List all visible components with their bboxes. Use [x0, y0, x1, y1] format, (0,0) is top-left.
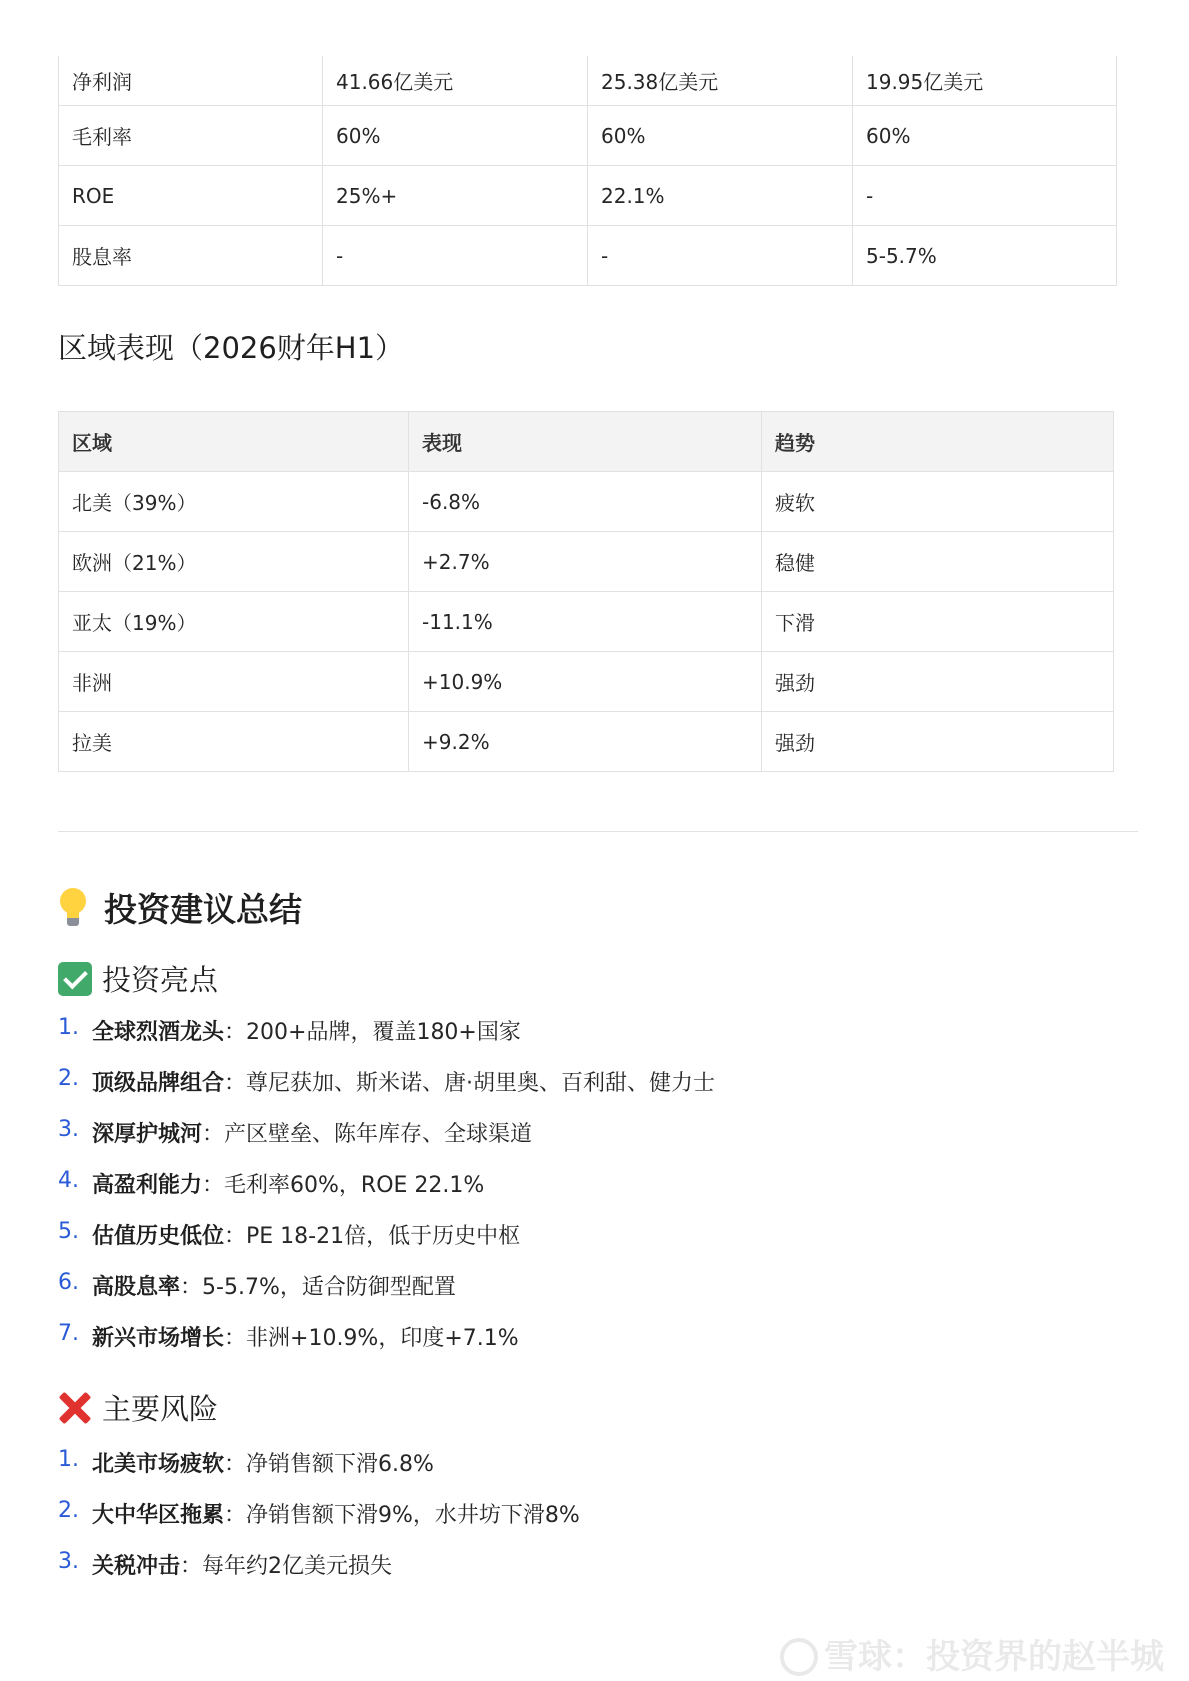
- list-item: [58, 1066, 1138, 1117]
- list-number: 2.: [58, 1498, 79, 1523]
- table-row: [59, 712, 1114, 772]
- list-item: [58, 1321, 1138, 1372]
- metric-value: -: [588, 226, 853, 286]
- performance-cell: -6.8%: [409, 472, 762, 532]
- column-header: 趋势: [762, 412, 1114, 472]
- list-term: 高股息率: [92, 1275, 181, 1300]
- financial-metrics-table: [58, 56, 1117, 286]
- list-term: 新兴市场增长: [92, 1326, 225, 1351]
- table-row: [59, 652, 1114, 712]
- list-text: ：净销售额下滑6.8%: [224, 1452, 434, 1477]
- trend-cell: 疲软: [762, 472, 1114, 532]
- list-term: 关税冲击: [92, 1554, 181, 1579]
- list-text: ：非洲+10.9%，印度+7.1%: [224, 1326, 519, 1351]
- list-item: [58, 1270, 1138, 1321]
- xueqiu-logo-icon: [778, 1634, 818, 1674]
- region-section-title: 区域表现（2026财年H1）: [58, 331, 405, 365]
- check-mark-icon: [58, 962, 92, 996]
- cross-mark-icon: [58, 1391, 92, 1425]
- metric-label: 毛利率: [59, 106, 323, 166]
- lightbulb-icon: [58, 888, 88, 928]
- metric-label: 股息率: [59, 226, 323, 286]
- list-number: 3.: [58, 1117, 79, 1142]
- table-row: [59, 472, 1114, 532]
- list-text: ：200+品牌，覆盖180+国家: [224, 1020, 521, 1045]
- performance-cell: -11.1%: [409, 592, 762, 652]
- list-term: 深厚护城河: [92, 1122, 203, 1147]
- list-number: 1.: [58, 1447, 79, 1472]
- list-term: 大中华区拖累: [92, 1503, 225, 1528]
- list-term: 顶级品牌组合: [92, 1071, 225, 1096]
- region-cell: 非洲: [59, 652, 409, 712]
- metric-value: 25%+: [323, 166, 588, 226]
- metric-value: 22.1%: [588, 166, 853, 226]
- table-row: [59, 106, 1117, 166]
- list-text: ：净销售额下滑9%，水井坊下滑8%: [224, 1503, 580, 1528]
- list-item: [58, 1015, 1138, 1066]
- region-performance-table: [58, 411, 1114, 772]
- risks-title-text: 主要风险: [102, 1392, 219, 1426]
- table-row: [59, 226, 1117, 286]
- summary-title: [58, 884, 302, 931]
- list-item: [58, 1219, 1138, 1270]
- list-item: [58, 1447, 1138, 1498]
- performance-cell: +10.9%: [409, 652, 762, 712]
- highlights-title: [58, 958, 218, 999]
- trend-cell: 稳健: [762, 532, 1114, 592]
- list-text: ：毛利率60%，ROE 22.1%: [202, 1173, 485, 1198]
- list-text: ：每年约2亿美元损失: [180, 1554, 393, 1579]
- summary-title-text: 投资建议总结: [104, 890, 302, 929]
- highlights-title-text: 投资亮点: [102, 963, 219, 997]
- column-header: 表现: [409, 412, 762, 472]
- table-row: [59, 56, 1117, 106]
- region-cell: 欧洲（21%）: [59, 532, 409, 592]
- metric-value: -: [853, 166, 1117, 226]
- risks-list: [58, 1447, 1138, 1600]
- list-text: ：PE 18-21倍，低于历史中枢: [224, 1224, 521, 1249]
- metric-value: 19.95亿美元: [853, 56, 1117, 106]
- region-cell: 亚太（19%）: [59, 592, 409, 652]
- trend-cell: 强劲: [762, 652, 1114, 712]
- list-item: [58, 1117, 1138, 1168]
- table-row: [59, 166, 1117, 226]
- watermark: [778, 1629, 1164, 1678]
- list-item: [58, 1168, 1138, 1219]
- performance-cell: +2.7%: [409, 532, 762, 592]
- region-cell: 北美（39%）: [59, 472, 409, 532]
- table-row: [59, 532, 1114, 592]
- metric-label: ROE: [59, 166, 323, 226]
- metric-value: -: [323, 226, 588, 286]
- metric-value: 25.38亿美元: [588, 56, 853, 106]
- table-row: [59, 592, 1114, 652]
- list-number: 7.: [58, 1321, 79, 1346]
- list-number: 4.: [58, 1168, 79, 1193]
- metric-label: 净利润: [59, 56, 323, 106]
- metric-value: 5-5.7%: [853, 226, 1117, 286]
- list-number: 2.: [58, 1066, 79, 1091]
- list-text: ：5-5.7%，适合防御型配置: [180, 1275, 456, 1300]
- trend-cell: 强劲: [762, 712, 1114, 772]
- list-text: ：产区壁垒、陈年库存、全球渠道: [202, 1122, 533, 1147]
- table-header-row: [59, 412, 1114, 472]
- highlights-list: [58, 1015, 1138, 1372]
- list-number: 1.: [58, 1015, 79, 1040]
- metric-value: 60%: [853, 106, 1117, 166]
- list-term: 高盈利能力: [92, 1173, 203, 1198]
- list-item: [58, 1549, 1138, 1600]
- list-term: 北美市场疲软: [92, 1452, 225, 1477]
- list-number: 5.: [58, 1219, 79, 1244]
- trend-cell: 下滑: [762, 592, 1114, 652]
- region-cell: 拉美: [59, 712, 409, 772]
- list-number: 6.: [58, 1270, 79, 1295]
- risks-title: [58, 1387, 218, 1428]
- section-divider: [58, 831, 1138, 832]
- list-term: 全球烈酒龙头: [92, 1020, 225, 1045]
- list-item: [58, 1498, 1138, 1549]
- performance-cell: +9.2%: [409, 712, 762, 772]
- metric-value: 41.66亿美元: [323, 56, 588, 106]
- metric-value: 60%: [323, 106, 588, 166]
- metric-value: 60%: [588, 106, 853, 166]
- list-term: 估值历史低位: [92, 1224, 225, 1249]
- list-number: 3.: [58, 1549, 79, 1574]
- list-text: ：尊尼获加、斯米诺、唐·胡里奥、百利甜、健力士: [224, 1071, 716, 1096]
- column-header: 区域: [59, 412, 409, 472]
- watermark-text: 雪球：投资界的赵半城: [824, 1637, 1164, 1677]
